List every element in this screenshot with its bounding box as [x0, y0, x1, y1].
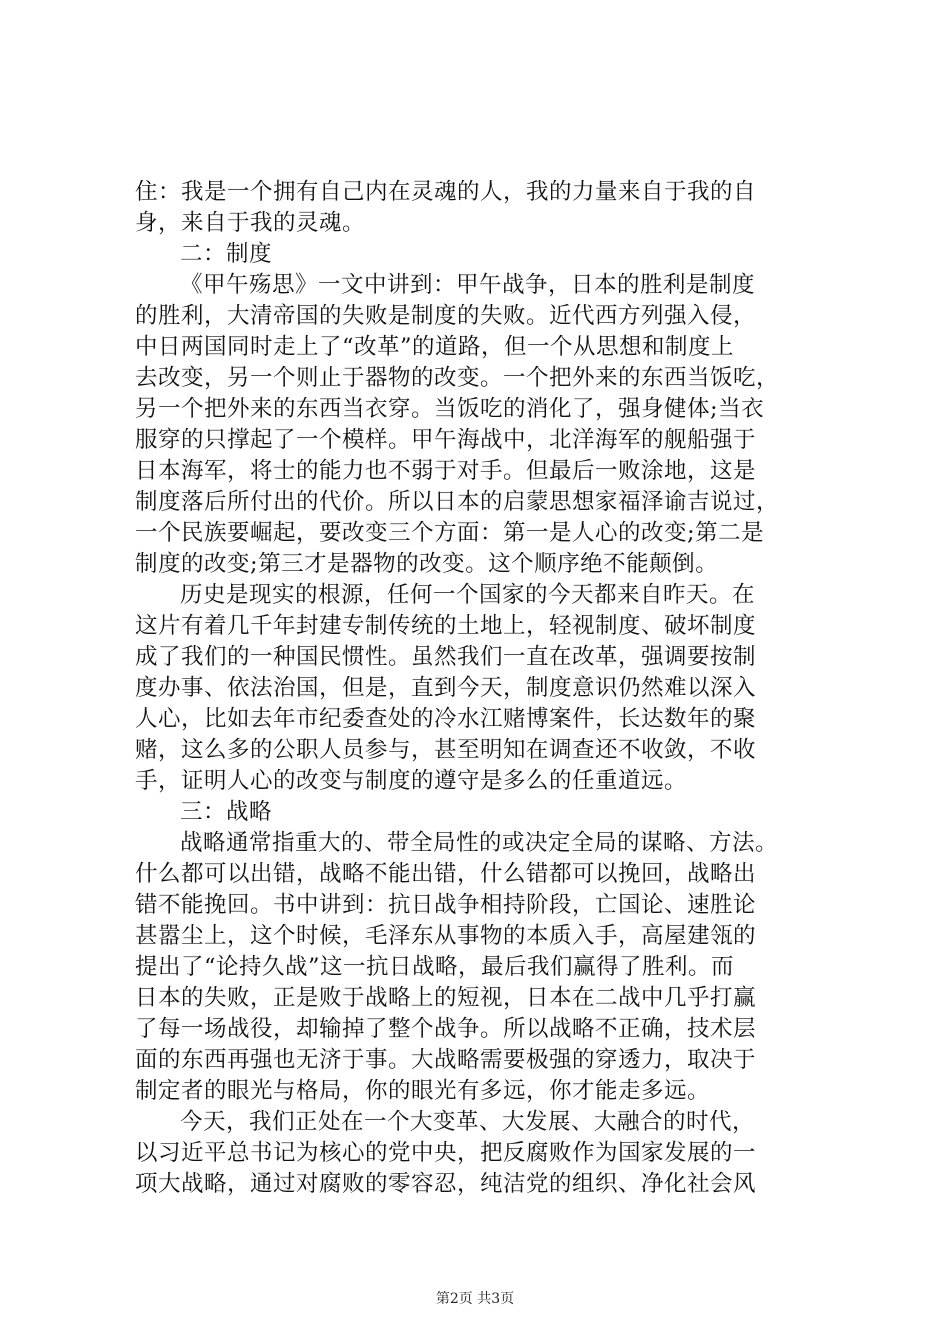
text-line: 制度落后所付出的代价。所以日本的启蒙思想家福泽谕吉说过，	[135, 489, 780, 515]
text-line: 日本的失败，正是败于战略上的短视，日本在二战中几乎打赢	[135, 985, 757, 1011]
text-line: 中日两国同时走上了“改革”的道路，但一个从思想和制度上	[135, 334, 735, 360]
text-line: 服穿的只撑起了一个模样。甲午海战中，北洋海军的舰船强于	[135, 427, 757, 453]
text-line: 手，证明人心的改变与制度的遵守是多么的任重道远。	[135, 768, 688, 794]
text-line: 制度的改变;第三才是器物的改变。这个顺序绝不能颠倒。	[135, 551, 719, 577]
text-line: 《甲午殇思》一文中讲到：甲午战争，日本的胜利是制度	[180, 272, 756, 298]
text-line: 战略通常指重大的、带全局性的或决定全局的谋略、方法。	[180, 830, 779, 856]
page-number-footer: 第2页 共3页	[435, 1291, 515, 1307]
text-line: 住：我是一个拥有自己内在灵魂的人，我的力量来自于我的自	[135, 179, 757, 205]
text-line: 身，来自于我的灵魂。	[135, 210, 366, 236]
text-line: 制定者的眼光与格局，你的眼光有多远，你才能走多远。	[135, 1078, 711, 1104]
text-line: 日本海军，将士的能力也不弱于对手。但最后一败涂地，这是	[135, 458, 757, 484]
text-line: 今天，我们正处在一个大变革、大发展、大融合的时代，	[180, 1109, 756, 1135]
document-body	[135, 177, 825, 1200]
text-line: 一个民族要崛起，要改变三个方面：第一是人心的改变;第二是	[135, 520, 765, 546]
section-heading-institution: 二：制度	[180, 241, 273, 267]
text-line: 面的东西再强也无济于事。大战略需要极强的穿透力，取决于	[135, 1047, 757, 1073]
text-line: 人心，比如去年市纪委查处的冷水江赌博案件，长达数年的聚	[135, 706, 757, 732]
text-line: 什么都可以出错，战略不能出错，什么错都可以挽回，战略出	[135, 861, 757, 887]
text-line: 的胜利，大清帝国的失败是制度的失败。近代西方列强入侵，	[135, 303, 757, 329]
text-line: 另一个把外来的东西当衣穿。当饭吃的消化了，强身健体;当衣	[135, 396, 765, 422]
text-line: 历史是现实的根源，任何一个国家的今天都来自昨天。在	[180, 582, 756, 608]
text-line: 成了我们的一种国民惯性。虽然我们一直在改革，强调要按制	[135, 644, 757, 670]
text-line: 错不能挽回。书中讲到：抗日战争相持阶段，亡国论、速胜论	[135, 892, 757, 918]
text-line: 以习近平总书记为核心的党中央，把反腐败作为国家发展的一	[135, 1140, 757, 1166]
text-line: 度办事、依法治国，但是，直到今天，制度意识仍然难以深入	[135, 675, 757, 701]
text-line: 赌，这么多的公职人员参与，甚至明知在调查还不收敛，不收	[135, 737, 757, 763]
text-line: 项大战略，通过对腐败的零容忍，纯洁党的组织、净化社会风	[135, 1171, 757, 1197]
text-line: 了每一场战役，却输掉了整个战争。所以战略不正确，技术层	[135, 1016, 757, 1042]
text-line: 甚嚣尘上，这个时候，毛泽东从事物的本质入手，高屋建瓴的	[135, 923, 757, 949]
text-line: 提出了“论持久战”这一抗日战略，最后我们赢得了胜利。而	[135, 954, 735, 980]
section-heading-strategy: 三：战略	[180, 799, 273, 825]
text-line: 这片有着几千年封建专制传统的土地上，轻视制度、破坏制度	[135, 613, 757, 639]
text-line: 去改变，另一个则止于器物的改变。一个把外来的东西当饭吃，	[135, 365, 780, 391]
